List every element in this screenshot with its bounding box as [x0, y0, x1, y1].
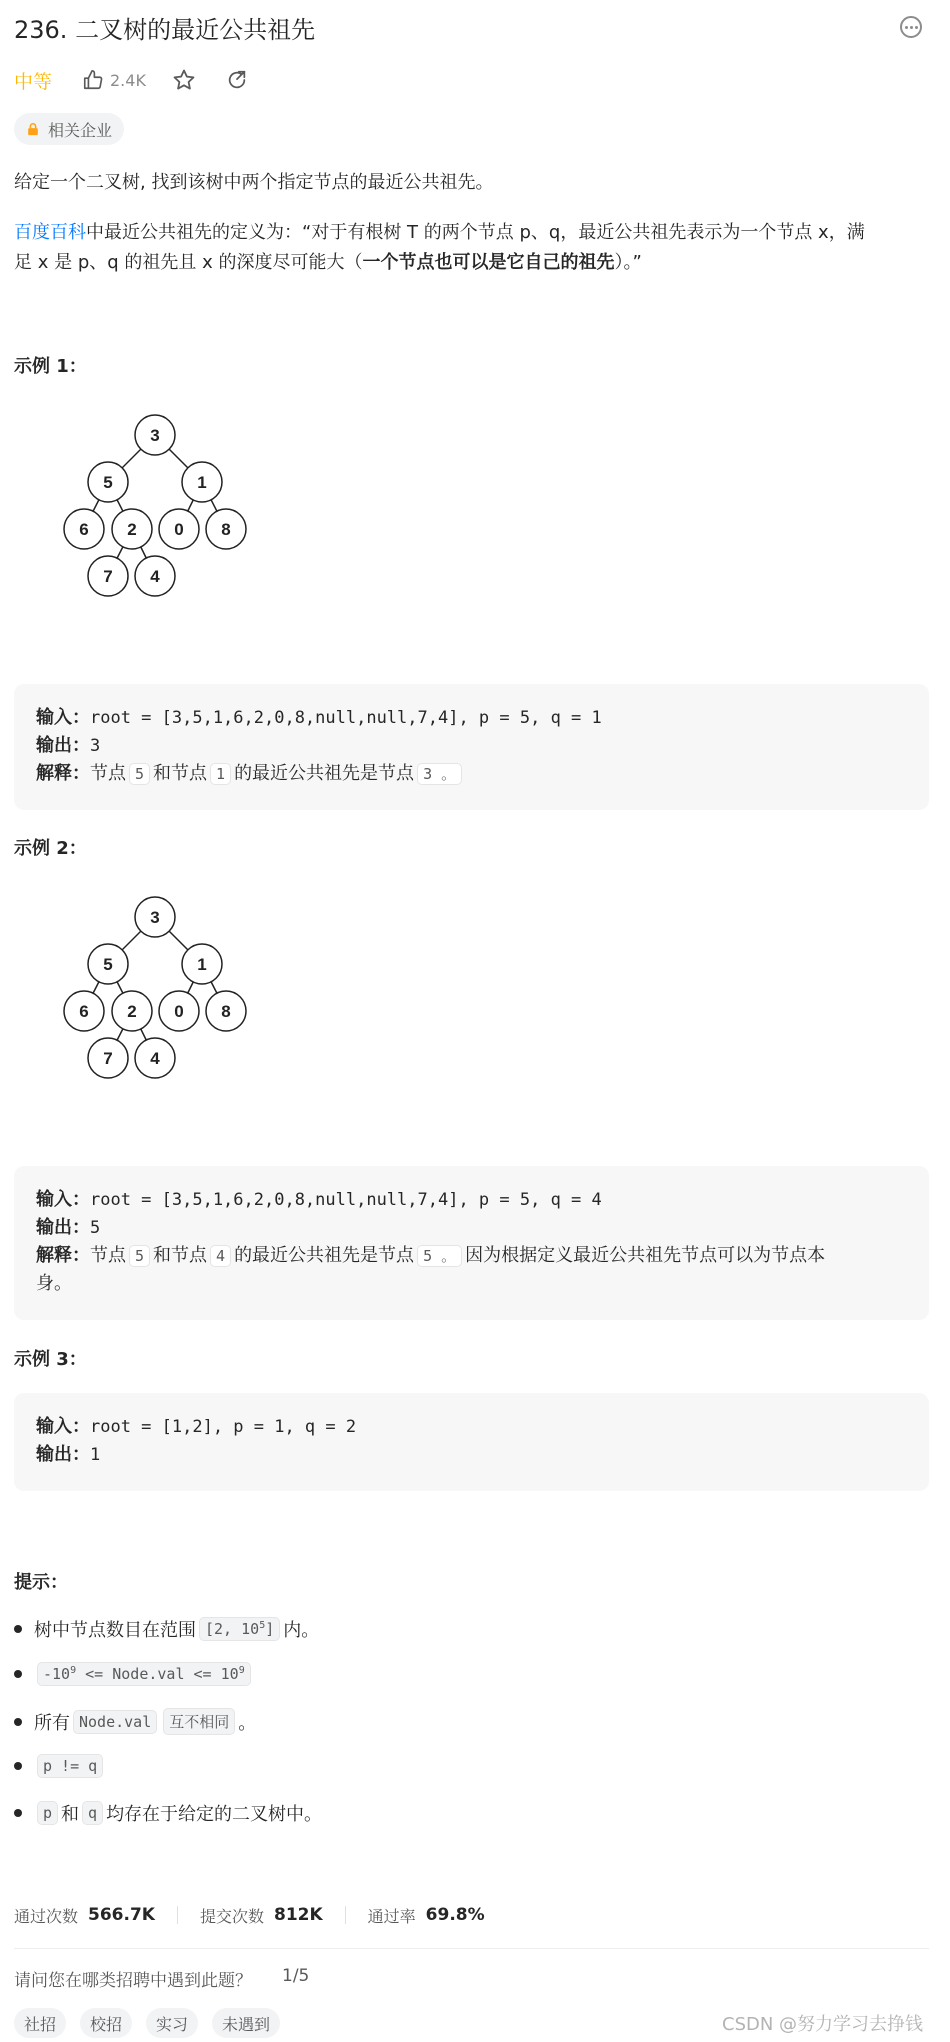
accepted-value: 566.7K [88, 1905, 155, 1925]
input-label: 输入： [36, 1416, 90, 1437]
explain-label: 解释： [36, 1245, 90, 1266]
inline-code: 5 [129, 1245, 150, 1267]
example-3-heading: 示例 3： [14, 1349, 87, 1370]
survey-prompt [14, 1966, 309, 1991]
code-text: ] [265, 1620, 275, 1638]
tree-node-label: 3 [150, 426, 160, 445]
example-2-tree-image [36, 890, 276, 1130]
explain-text: 身。 [36, 1273, 72, 1294]
like-count: 2.4K [110, 70, 146, 90]
explain-text: 和节点 [153, 1245, 208, 1266]
difficulty-badge: 中等 [14, 70, 53, 93]
hint-text: 树中节点数目在范围 [34, 1620, 196, 1641]
more-options-icon[interactable] [900, 16, 922, 38]
submissions-label: 提交次数 [199, 1906, 264, 1926]
explain-text: 因为根据定义最近公共祖先节点可以为节点本 [465, 1245, 826, 1266]
output-value: 5 [90, 1218, 101, 1238]
superscript: 9 [238, 1665, 245, 1676]
survey-option-none[interactable]: 未遇到 [212, 2008, 280, 2038]
example-1-heading: 示例 1： [14, 356, 87, 377]
inline-code: 5 。 [417, 1245, 462, 1267]
output-value: 1 [90, 1445, 101, 1465]
bullet-icon [14, 1625, 22, 1633]
divider [177, 1906, 178, 1924]
hint-text: 均存在于给定的二叉树中。 [106, 1804, 323, 1825]
lock-icon [26, 122, 40, 136]
divider [345, 1906, 346, 1924]
watermark: CSDN @努力学习去挣钱 [722, 2014, 924, 2035]
output-label: 输出： [36, 735, 90, 756]
inline-code: 3 。 [417, 763, 462, 785]
inline-code: p [37, 1801, 58, 1825]
explain-text: 节点 [90, 1245, 126, 1266]
code-text: [2, 10 [205, 1620, 260, 1638]
tree-node-label: 6 [79, 520, 89, 539]
tree-node-label: 4 [150, 1049, 160, 1068]
description-p2 [14, 218, 934, 278]
star-icon [172, 68, 196, 92]
hint-text: 所有 [34, 1712, 70, 1734]
input-value: root = [3,5,1,6,2,0,8,null,null,7,4], p = 5, q = 4 [90, 1190, 602, 1210]
example-3-box [14, 1393, 929, 1491]
survey-option-shezhao[interactable]: 社招 [14, 2008, 66, 2038]
input-label: 输入： [36, 1189, 90, 1210]
survey-option-shixi[interactable]: 实习 [146, 2008, 198, 2038]
divider [14, 1948, 929, 1949]
submission-stats [14, 1900, 485, 1930]
thumb-up-icon [82, 69, 104, 91]
description-p1: 给定一个二叉树, 找到该树中两个指定节点的最近公共祖先。 [14, 172, 494, 193]
hint-item [14, 1662, 254, 1686]
explain-text: 的最近公共祖先是节点 [234, 1245, 415, 1266]
bullet-icon [14, 1762, 22, 1770]
code-text: <= Node.val <= 10 [76, 1665, 239, 1683]
tree-node-label: 8 [221, 1002, 231, 1021]
explain-label: 解释： [36, 763, 90, 784]
definition-bold: 一个节点也可以是它自己的祖先 [362, 252, 615, 273]
output-value: 3 [90, 736, 101, 756]
inline-code [199, 1617, 280, 1641]
output-label: 输出： [36, 1444, 90, 1465]
rate-label: 通过率 [367, 1906, 416, 1926]
output-label: 输出： [36, 1217, 90, 1238]
tree-node-label: 6 [79, 1002, 89, 1021]
input-value: root = [1,2], p = 1, q = 2 [90, 1417, 357, 1437]
tree-node-label: 3 [150, 908, 160, 927]
favorite-button[interactable] [172, 66, 196, 94]
code-text: -10 [43, 1665, 71, 1683]
survey-page: 1/5 [282, 1966, 310, 1986]
baidu-baike-link[interactable]: 百度百科 [14, 222, 86, 243]
example-2-box [14, 1166, 929, 1320]
survey-options [14, 2008, 280, 2038]
tree-node-label: 5 [103, 473, 113, 492]
hints-heading: 提示： [14, 1572, 68, 1593]
superscript: 5 [259, 1620, 266, 1631]
superscript: 9 [70, 1665, 77, 1676]
hint-text: 。 [238, 1712, 257, 1734]
inline-code: 5 [129, 763, 150, 785]
rate-value: 69.8% [425, 1905, 485, 1925]
tree-node-label: 1 [197, 955, 207, 974]
input-value: root = [3,5,1,6,2,0,8,null,null,7,4], p = 5, q = 1 [90, 708, 602, 728]
inline-code: 4 [210, 1245, 231, 1267]
accepted-label: 通过次数 [14, 1906, 79, 1926]
inline-code: 1 [210, 763, 231, 785]
tree-node-label: 2 [127, 520, 137, 539]
tree-node-label: 0 [174, 1002, 184, 1021]
example-2-heading: 示例 2： [14, 838, 87, 859]
tree-node-label: 2 [127, 1002, 137, 1021]
tree-node-label: 8 [221, 520, 231, 539]
inline-code: 互不相同 [163, 1708, 235, 1735]
inline-code: Node.val [73, 1710, 157, 1734]
example-1-tree-image [36, 408, 276, 648]
inline-code: p != q [37, 1754, 103, 1778]
problem-title: 236. 二叉树的最近公共祖先 [14, 16, 316, 44]
bullet-icon [14, 1809, 22, 1817]
tree-node-label: 7 [103, 1049, 113, 1068]
tree-node-label: 7 [103, 567, 113, 586]
definition-line2-pre: 足 x 是 p、q 的祖先且 x 的深度尽可能大（ [14, 252, 363, 273]
company-tag-label: 相关企业 [48, 120, 113, 140]
example-1-box [14, 684, 929, 810]
hint-text: 和 [61, 1804, 80, 1825]
survey-question: 请问您在哪类招聘中遇到此题？ [14, 1971, 252, 1991]
hint-item [14, 1800, 322, 1826]
hint-item [14, 1754, 106, 1778]
tree-node-label: 5 [103, 955, 113, 974]
survey-option-xiaozhao[interactable]: 校招 [80, 2008, 132, 2038]
inline-code [37, 1662, 251, 1686]
explain-text: 节点 [90, 763, 126, 784]
inline-code: q [82, 1801, 103, 1825]
submissions-value: 812K [273, 1905, 323, 1925]
share-button[interactable] [226, 66, 248, 94]
hint-text: 内。 [283, 1620, 320, 1641]
share-icon [226, 69, 248, 91]
explain-text: 和节点 [153, 763, 208, 784]
hint-item [14, 1708, 256, 1735]
definition-line2-post: ）。” [614, 252, 642, 273]
definition-line1: 中最近公共祖先的定义为：“对于有根树 T 的两个节点 p、q，最近公共祖先表示为一个节点 x，满 [86, 222, 865, 243]
tree-node-label: 0 [174, 520, 184, 539]
tree-node-label: 4 [150, 567, 160, 586]
company-tag-button[interactable] [14, 113, 124, 145]
like-button[interactable] [82, 66, 146, 94]
explain-text: 的最近公共祖先是节点 [234, 763, 415, 784]
tree-node-label: 1 [197, 473, 207, 492]
bullet-icon [14, 1718, 22, 1726]
hint-item [14, 1616, 319, 1642]
bullet-icon [14, 1670, 22, 1678]
input-label: 输入： [36, 707, 90, 728]
